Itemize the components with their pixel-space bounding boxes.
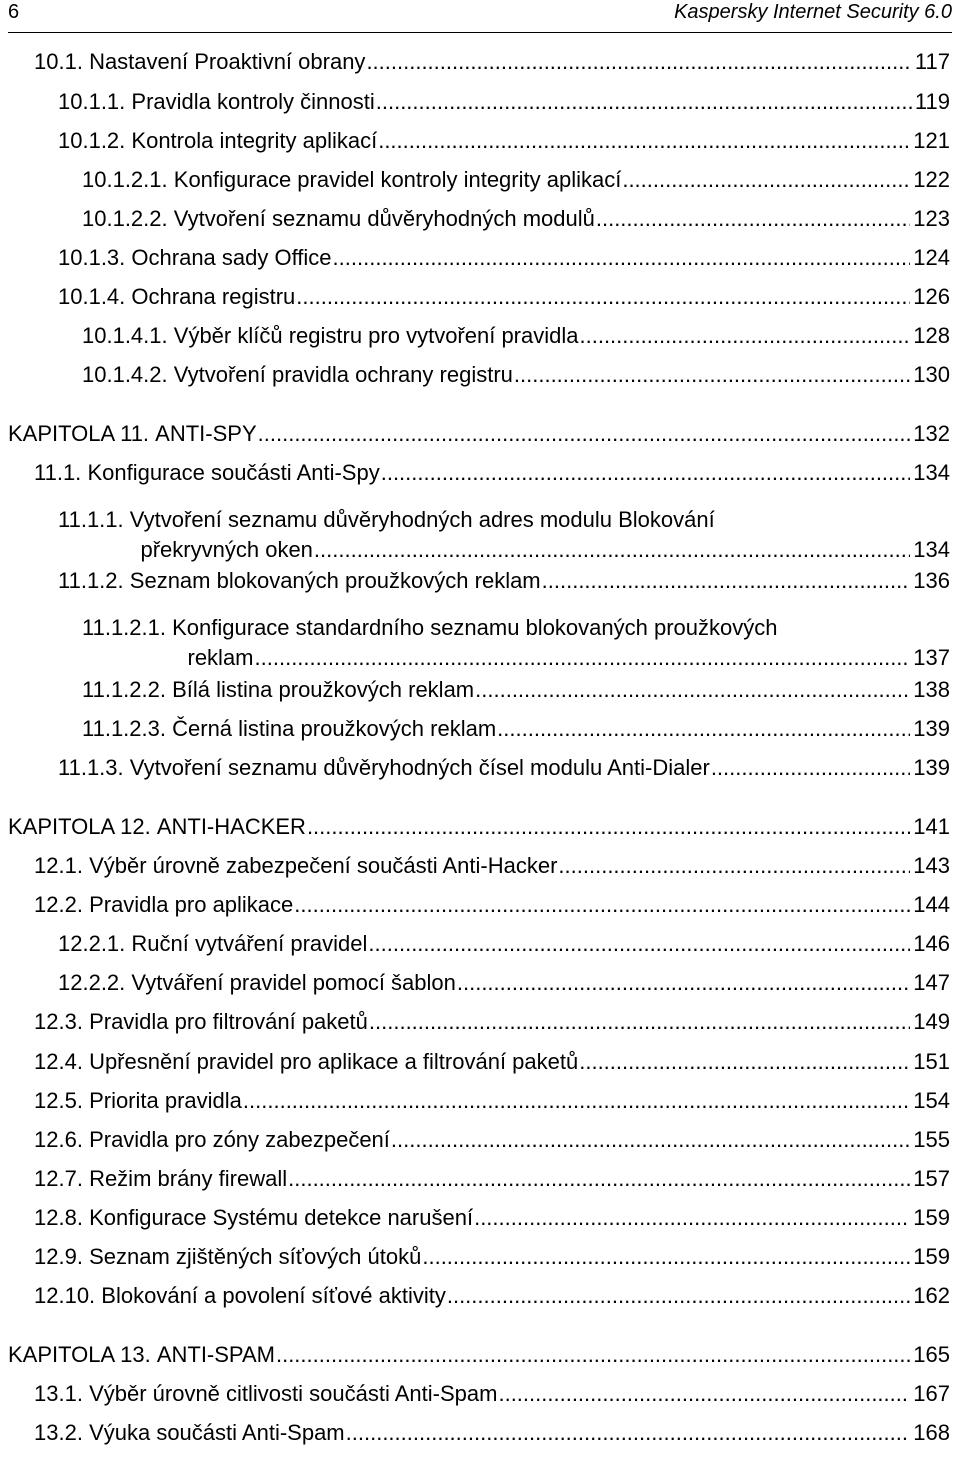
toc-entry-title: Nastavení Proaktivní obrany	[89, 49, 366, 74]
dot-leader	[579, 1048, 910, 1076]
dot-leader	[711, 754, 910, 782]
toc-entry-page: 138	[913, 677, 950, 702]
toc-entry-page: 147	[913, 970, 950, 995]
toc-entry-number: 12.2.	[34, 892, 83, 917]
toc-entry-title: Ochrana sady Office	[131, 245, 332, 270]
dot-leader	[294, 891, 910, 919]
toc-entry-page: 167	[913, 1381, 950, 1406]
dot-leader	[288, 1165, 910, 1193]
dot-leader	[580, 322, 911, 350]
toc-entry-title: Pravidla pro zóny zabezpečení	[89, 1127, 390, 1152]
toc-entry-title: ANTI-SPAM	[156, 1342, 275, 1367]
toc-entry-title: Priorita pravidla	[89, 1088, 242, 1113]
dot-leader	[447, 1282, 910, 1310]
toc-entry-title-continued: reklam	[187, 645, 254, 670]
toc-entry-title: Seznam zjištěných síťových útoků	[89, 1244, 422, 1269]
toc-entry[interactable]	[82, 166, 950, 194]
toc-entry-page: 149	[913, 1009, 950, 1034]
toc-entry-number: 11.1.	[34, 460, 82, 485]
toc-entry[interactable]	[82, 676, 950, 704]
toc-entry-title: Pravidla pro filtrování paketů	[89, 1009, 368, 1034]
toc-entry[interactable]	[58, 88, 950, 116]
dot-leader	[255, 644, 911, 672]
toc-entry-page: 139	[913, 716, 950, 741]
toc-entry[interactable]	[58, 127, 950, 155]
toc-entry-page: 168	[913, 1420, 950, 1445]
toc-entry-number: KAPITOLA 11.	[8, 421, 150, 446]
toc-entry-page: 137	[913, 645, 950, 670]
toc-entry[interactable]	[34, 1243, 950, 1271]
toc-entry[interactable]	[58, 930, 950, 958]
toc-entry-title: Bílá listina proužkových reklam	[172, 677, 475, 702]
toc-entry-number: 12.3.	[34, 1009, 83, 1034]
toc-entry[interactable]	[58, 244, 950, 272]
toc-entry-title: Upřesnění pravidel pro aplikace a filtrování paketů	[89, 1049, 579, 1074]
toc-entry-page: 165	[913, 1342, 950, 1367]
toc-entry-number: 12.8.	[34, 1205, 83, 1230]
toc-entry-page: 154	[913, 1088, 950, 1113]
dot-leader	[376, 88, 912, 116]
toc-entry-page: 143	[913, 853, 950, 878]
dot-leader	[596, 205, 910, 233]
toc-entry-page: 119	[914, 89, 950, 114]
page-number: 6	[8, 1, 20, 23]
toc-entry[interactable]	[58, 969, 950, 997]
toc-entry[interactable]	[8, 813, 950, 841]
toc-entry[interactable]	[58, 506, 950, 564]
toc-entry[interactable]	[34, 891, 950, 919]
toc-entry-number: 10.1.4.2.	[82, 362, 168, 387]
toc-entry-page: 155	[913, 1127, 950, 1152]
toc-entry-number: 12.4.	[34, 1049, 83, 1074]
toc-entry-title: ANTI-HACKER	[156, 814, 306, 839]
toc-entry-title: Konfigurace Systému detekce narušení	[89, 1205, 474, 1230]
toc-entry[interactable]	[8, 420, 950, 448]
toc-entry-number: 12.10.	[34, 1283, 96, 1308]
dot-leader	[497, 715, 910, 743]
toc-entry-title: Seznam blokovaných proužkových reklam	[129, 568, 541, 593]
dot-leader	[457, 969, 910, 997]
toc-entry-page: 139	[913, 755, 950, 780]
dot-leader	[381, 459, 911, 487]
toc-entry[interactable]	[34, 48, 950, 76]
toc-entry-number: 12.5.	[34, 1088, 83, 1113]
dot-leader	[366, 48, 911, 76]
toc-entry[interactable]	[82, 614, 950, 672]
toc-entry[interactable]	[58, 754, 950, 782]
toc-entry[interactable]	[34, 1087, 950, 1115]
toc-entry-page: 159	[913, 1244, 950, 1269]
dot-leader	[498, 1380, 910, 1408]
toc-entry-number: 12.1.	[34, 853, 83, 878]
toc-entry-number: 10.1.1.	[58, 89, 126, 114]
dot-leader	[422, 1243, 910, 1271]
toc-entry-page: 136	[913, 568, 950, 593]
toc-entry[interactable]	[34, 1126, 950, 1154]
toc-entry-title: Konfigurace standardního seznamu blokovaných proužkových	[172, 615, 778, 640]
dot-leader	[314, 536, 910, 564]
toc-entry-page: 134	[913, 537, 950, 562]
toc-entry-page: 117	[914, 49, 950, 74]
toc-entry-page: 162	[913, 1283, 950, 1308]
dot-leader	[558, 852, 910, 880]
toc-entry-title: Černá listina proužkových reklam	[172, 716, 497, 741]
toc-entry-number: 13.2.	[34, 1420, 83, 1445]
toc-entry[interactable]	[34, 459, 950, 487]
toc-entry[interactable]	[34, 1419, 950, 1447]
toc-entry-title: Vytváření pravidel pomocí šablon	[131, 970, 456, 995]
toc-entry[interactable]	[34, 1204, 950, 1232]
toc-entry-number: 11.1.1.	[58, 507, 124, 532]
toc-entry-number: 12.2.2.	[58, 970, 126, 995]
toc-entry-title: Konfigurace pravidel kontroly integrity aplikací	[173, 167, 622, 192]
toc-entry-number: 10.1.4.	[58, 284, 126, 309]
toc-entry-number: KAPITOLA 12.	[8, 814, 151, 839]
toc-entry-title: Výběr úrovně citlivosti součásti Anti-Spam	[89, 1381, 498, 1406]
toc-entry-page: 141	[913, 814, 950, 839]
toc-entry-title: Ruční vytváření pravidel	[131, 931, 368, 956]
toc-entry-page: 134	[913, 460, 950, 485]
toc-entry-title: Vytvoření pravidla ochrany registru	[173, 362, 513, 387]
dot-leader	[474, 1204, 910, 1232]
toc-entry-title: Pravidla pro aplikace	[89, 892, 294, 917]
toc-entry[interactable]	[34, 1380, 950, 1408]
toc-entry[interactable]	[34, 1048, 950, 1076]
toc-entry[interactable]	[34, 1282, 950, 1310]
dot-leader	[368, 930, 910, 958]
toc-entry-title: Výběr úrovně zabezpečení součásti Anti-Hacker	[89, 853, 558, 878]
toc-entry-page: 159	[913, 1205, 950, 1230]
dot-leader	[475, 676, 910, 704]
toc-entry[interactable]	[82, 715, 950, 743]
dot-leader	[258, 420, 911, 448]
toc-entry-title: Výuka součásti Anti-Spam	[89, 1420, 345, 1445]
toc-entry-title: ANTI-SPY	[155, 421, 257, 446]
toc-entry-title: Blokování a povolení síťové aktivity	[101, 1283, 446, 1308]
toc-entry-page: 121	[913, 128, 950, 153]
toc-entry-page: 122	[913, 167, 950, 192]
toc-entry-title: Ochrana registru	[131, 284, 296, 309]
toc-entry-number: 12.2.1.	[58, 931, 126, 956]
toc-entry-number: 10.1.2.1.	[82, 167, 168, 192]
toc-entry[interactable]	[34, 852, 950, 880]
toc-entry-page: 151	[913, 1049, 950, 1074]
toc-entry-number: 10.1.4.1.	[82, 323, 168, 348]
dot-leader	[307, 813, 910, 841]
toc-entry-number: 13.1.	[34, 1381, 83, 1406]
dot-leader	[542, 567, 911, 595]
toc-entry-number: 10.1.2.	[58, 128, 126, 153]
toc-entry-title: Vytvoření seznamu důvěryhodných adres modulu Blokování	[129, 507, 715, 532]
toc-entry-page: 130	[913, 362, 950, 387]
toc-entry-page: 126	[913, 284, 950, 309]
toc-entry[interactable]	[82, 361, 950, 389]
dot-leader	[276, 1341, 910, 1369]
toc-entry[interactable]	[34, 1165, 950, 1193]
dot-leader	[346, 1419, 911, 1447]
toc-entry-number: 12.9.	[34, 1244, 83, 1269]
toc-entry-page: 146	[913, 931, 950, 956]
toc-entry[interactable]	[82, 205, 950, 233]
toc-entry-number: 11.1.3.	[58, 755, 124, 780]
toc-entry-page: 157	[913, 1166, 950, 1191]
toc-entry[interactable]	[82, 322, 950, 350]
dot-leader	[296, 283, 910, 311]
toc-entry-title: Výběr klíčů registru pro vytvoření pravidla	[173, 323, 579, 348]
toc-entry[interactable]	[34, 1008, 950, 1036]
toc-entry-number: 10.1.	[34, 49, 83, 74]
toc-entry-page: 128	[913, 323, 950, 348]
dot-leader	[333, 244, 911, 272]
toc-entry-page: 123	[913, 206, 950, 231]
toc-entry-number: 11.1.2.2.	[82, 677, 166, 702]
dot-leader	[391, 1126, 910, 1154]
toc-entry-title: Vytvoření seznamu důvěryhodných modulů	[173, 206, 595, 231]
dot-leader	[369, 1008, 910, 1036]
toc-entry-page: 132	[913, 421, 950, 446]
toc-entry-title-continued: překryvných oken	[140, 537, 313, 562]
toc-entry-page: 124	[913, 245, 950, 270]
dot-leader	[243, 1087, 910, 1115]
book-title: Kaspersky Internet Security 6.0	[674, 1, 952, 23]
dot-leader	[514, 361, 910, 389]
toc-entry-number: 11.1.2.3.	[82, 716, 166, 741]
toc-entry-number: KAPITOLA 13.	[8, 1342, 151, 1367]
toc-entry-page: 144	[913, 892, 950, 917]
toc-entry-title: Pravidla kontroly činnosti	[131, 89, 375, 114]
toc-entry[interactable]	[58, 567, 950, 595]
dot-leader	[622, 166, 910, 194]
toc-entry-number: 12.6.	[34, 1127, 83, 1152]
toc-entry-number: 12.7.	[34, 1166, 83, 1191]
toc-entry-number: 10.1.3.	[58, 245, 126, 270]
toc-entry-title: Konfigurace součásti Anti-Spy	[87, 460, 380, 485]
toc-entry-number: 11.1.2.1.	[82, 615, 166, 640]
toc-entry[interactable]	[58, 283, 950, 311]
dot-leader	[378, 127, 910, 155]
toc-entry-number: 10.1.2.2.	[82, 206, 168, 231]
toc-entry-title: Vytvoření seznamu důvěryhodných čísel modulu Anti-Dialer	[129, 755, 710, 780]
toc-entry-title: Režim brány firewall	[89, 1166, 288, 1191]
toc-entry-number: 11.1.2.	[58, 568, 124, 593]
toc-entry-title: Kontrola integrity aplikací	[131, 128, 378, 153]
toc-entry[interactable]	[8, 1341, 950, 1369]
